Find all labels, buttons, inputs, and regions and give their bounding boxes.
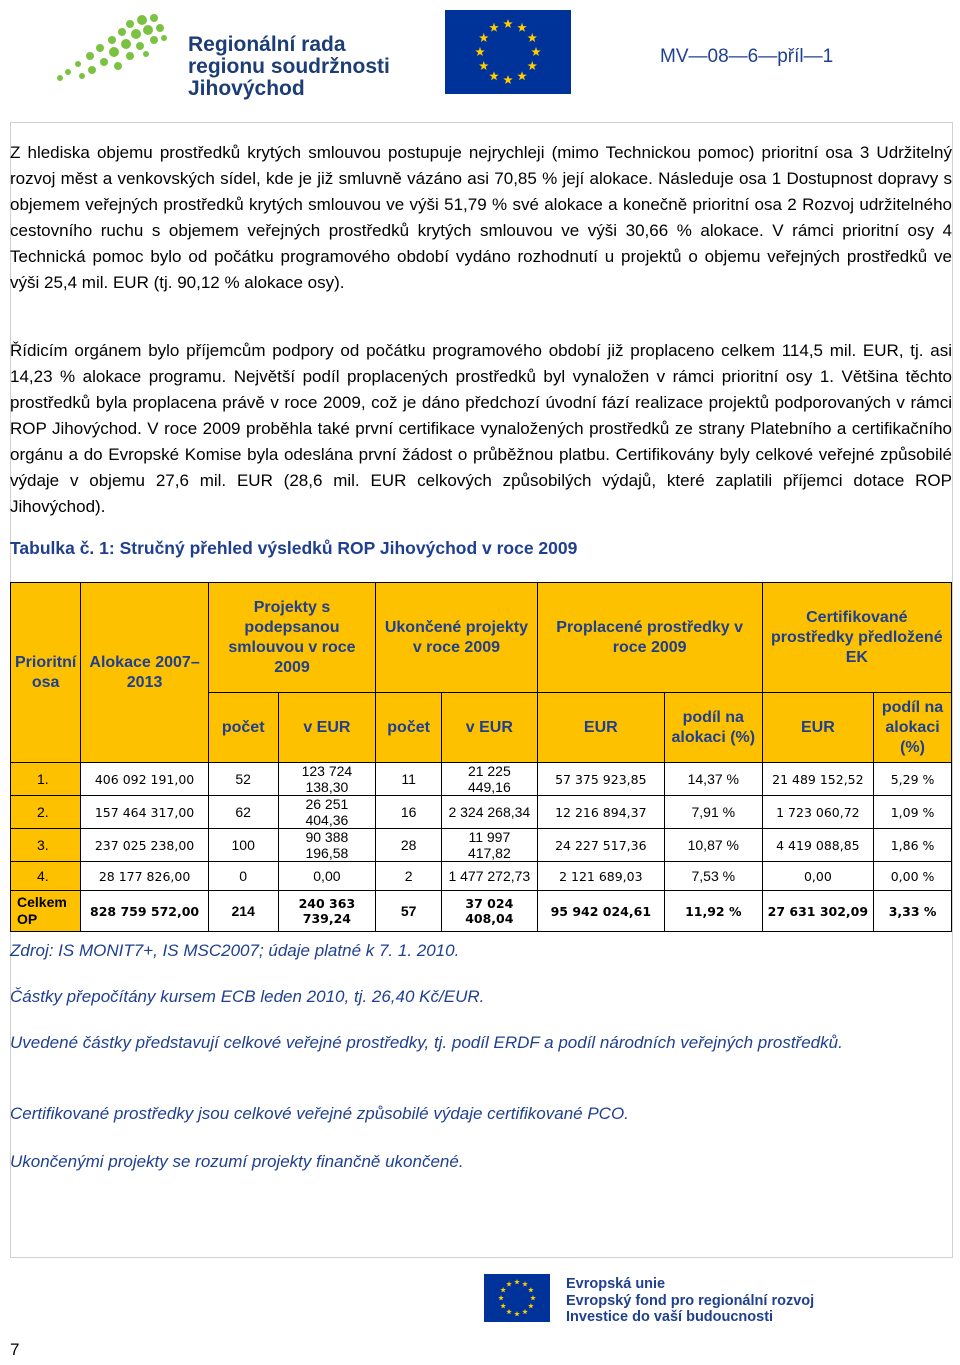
cell-contract-count: 100 — [208, 829, 278, 862]
cell-completed-eur: 1 477 272,73 — [442, 862, 538, 891]
cell-paid-eur: 12 216 894,37 — [537, 796, 664, 829]
cell-total-completed-count: 57 — [376, 891, 442, 932]
regional-council-logo — [50, 10, 390, 100]
header-completed-projects: Ukončené projekty v roce 2009 — [376, 583, 537, 693]
cell-certified-eur: 1 723 060,72 — [762, 796, 873, 829]
table-total-row — [11, 891, 952, 932]
cell-certified-share: 0,00 % — [874, 862, 952, 891]
cell-contract-eur: 26 251 404,36 — [278, 796, 376, 829]
cell-certified-eur: 4 419 088,85 — [762, 829, 873, 862]
cell-total-contract-count: 214 — [208, 891, 278, 932]
cell-completed-count: 16 — [376, 796, 442, 829]
results-table — [10, 582, 952, 932]
header-in-eur: v EUR — [278, 693, 376, 763]
cell-total-paid-eur: 95 942 024,61 — [537, 891, 664, 932]
header-count: počet — [376, 693, 442, 763]
table-row — [11, 829, 952, 862]
logo-line-3: Jihovýchod — [188, 77, 305, 100]
cell-axis: 4. — [11, 862, 81, 891]
cell-axis: 2. — [11, 796, 81, 829]
cell-completed-eur: 11 997 417,82 — [442, 829, 538, 862]
header-priority-axis: Prioritní osa — [11, 583, 81, 763]
table-row — [11, 763, 952, 796]
logo-dots-icon — [50, 10, 180, 90]
cell-certified-eur: 21 489 152,52 — [762, 763, 873, 796]
page-number: 7 — [10, 1340, 20, 1359]
cell-paid-share: 7,53 % — [664, 862, 762, 891]
header-contracted-projects: Projekty s podepsanou smlouvou v roce 2009 — [208, 583, 375, 693]
footer-text — [566, 1276, 814, 1326]
cell-total-label: Celkem OP — [11, 891, 81, 932]
cell-paid-share: 14,37 % — [664, 763, 762, 796]
cell-paid-eur: 24 227 517,36 — [537, 829, 664, 862]
cell-allocation: 237 025 238,00 — [81, 829, 208, 862]
logo-text — [188, 34, 390, 100]
cell-paid-eur: 57 375 923,85 — [537, 763, 664, 796]
footer-line-1: Evropská unie — [566, 1276, 666, 1292]
cell-contract-count: 0 — [208, 862, 278, 891]
cell-contract-eur: 0,00 — [278, 862, 376, 891]
header-share: podíl na alokaci (%) — [664, 693, 762, 763]
document-reference: MV—08—6—příl—1 — [660, 46, 834, 67]
cell-axis: 3. — [11, 829, 81, 862]
logo-line-2: regionu soudržnosti — [188, 55, 390, 78]
header-paid-funds: Proplacené prostředky v roce 2009 — [537, 583, 762, 693]
cell-completed-eur: 21 225 449,16 — [442, 763, 538, 796]
cell-total-completed-eur: 37 024 408,04 — [442, 891, 538, 932]
page-header — [0, 0, 960, 110]
cell-paid-eur: 2 121 689,03 — [537, 862, 664, 891]
erdf-footer-logo — [484, 1274, 824, 1334]
cell-total-contract-eur: 240 363 739,24 — [278, 891, 376, 932]
table-caption: Tabulka č. 1: Stručný přehled výsledků ROP Jihovýchod v roce 2009 — [10, 538, 578, 558]
cell-total-certified-share: 3,33 % — [874, 891, 952, 932]
note-completed: Ukončenými projekty se rozumí projekty finančně ukončené. — [10, 1152, 464, 1171]
paragraph-axis-progress: Z hlediska objemu prostředků krytých smlouvou postupuje nejrychleji (mimo Technickou pomoc) prioritní osa 3 Udržitelný rozvoj měst a venkovských sídel, kde je již smluvně vázáno asi 70,85 % její alokace. Následuje osa 1 Dostupnost dopravy s objemem veřejných prostředků krytých smlouvou ve výši 51,79 % své alokace a konečně prioritní osa 2 Rozvoj udržitelného cestovního ruchu s objemem veřejných prostředků krytých smlouvou ve výši 30,66 % alokace. V rámci prioritní osy 4 Technická pomoc bylo od počátku programového období vydáno rozhodnutí u projektů o objemu veřejných prostředků ve výši 25,4 mil. EUR (tj. 90,12 % alokace osy). — [10, 143, 952, 292]
table-row — [11, 796, 952, 829]
cell-total-certified-eur: 27 631 302,09 — [762, 891, 873, 932]
cell-total-allocation: 828 759 572,00 — [81, 891, 208, 932]
header-share: podíl na alokaci (%) — [874, 693, 952, 763]
header-certified-funds: Certifikované prostředky předložené EK — [762, 583, 951, 693]
header-count: počet — [208, 693, 278, 763]
cell-completed-count: 11 — [376, 763, 442, 796]
cell-completed-count: 2 — [376, 862, 442, 891]
header-eur: EUR — [762, 693, 873, 763]
cell-certified-share: 1,86 % — [874, 829, 952, 862]
footer-line-2: Evropský fond pro regionální rozvoj — [566, 1292, 815, 1309]
cell-contract-eur: 90 388 196,58 — [278, 829, 376, 862]
cell-certified-share: 1,09 % — [874, 796, 952, 829]
cell-certified-eur: 0,00 — [762, 862, 873, 891]
header-eur: EUR — [537, 693, 664, 763]
cell-allocation: 406 092 191,00 — [81, 763, 208, 796]
header-in-eur: v EUR — [442, 693, 538, 763]
note-exchange-rate: Částky přepočítány kursem ECB leden 2010, tj. 26,40 Kč/EUR. — [10, 987, 485, 1006]
eu-flag-icon — [445, 10, 571, 94]
cell-contract-count: 52 — [208, 763, 278, 796]
note-source: Zdroj: IS MONIT7+, IS MSC2007; údaje platné k 7. 1. 2010. — [10, 941, 460, 960]
note-public-funds: Uvedené částky představují celkové veřejné prostředky, tj. podíl ERDF a podíl národních veřejných prostředků. — [10, 1033, 843, 1052]
eu-flag-small-icon — [484, 1274, 550, 1322]
cell-certified-share: 5,29 % — [874, 763, 952, 796]
header-allocation: Alokace 2007–2013 — [81, 583, 208, 763]
cell-allocation: 28 177 826,00 — [81, 862, 208, 891]
cell-contract-count: 62 — [208, 796, 278, 829]
note-certified: Certifikované prostředky jsou celkové veřejné způsobilé výdaje certifikované PCO. — [10, 1104, 629, 1123]
table-row — [11, 862, 952, 891]
cell-contract-eur: 123 724 138,30 — [278, 763, 376, 796]
cell-allocation: 157 464 317,00 — [81, 796, 208, 829]
cell-total-paid-share: 11,92 % — [664, 891, 762, 932]
cell-axis: 1. — [11, 763, 81, 796]
paragraph-payments: Řídicím orgánem bylo příjemcům podpory od počátku programového období již proplaceno celkem 114,5 mil. EUR, tj. asi 14,23 % alokace programu. Největší podíl proplacených prostředků byl vynaložen v rámci prioritní osy 1. Většina těchto prostředků byla proplacena právě v roce 2009, což je dáno předchozí úvodní fází realizace projektů podporovaných v rámci ROP Jihovýchod. V roce 2009 proběhla také první certifikace vynaložených prostředků ze strany Platebního a certifikačního orgánu a do Evropské Komise byla odeslána první žádost o průběžnou platbu. Certifikovány byly celkové veřejné způsobilé výdaje v objemu 27,6 mil. EUR (28,6 mil. EUR celkových způsobilých výdajů, které zaplatili příjemci dotace ROP Jihovýchod). — [10, 341, 952, 516]
cell-completed-count: 28 — [376, 829, 442, 862]
logo-line-1: Regionální rada — [188, 33, 346, 56]
cell-paid-share: 10,87 % — [664, 829, 762, 862]
cell-completed-eur: 2 324 268,34 — [442, 796, 538, 829]
footer-line-3: Investice do vaší budoucnosti — [566, 1309, 774, 1325]
cell-paid-share: 7,91 % — [664, 796, 762, 829]
